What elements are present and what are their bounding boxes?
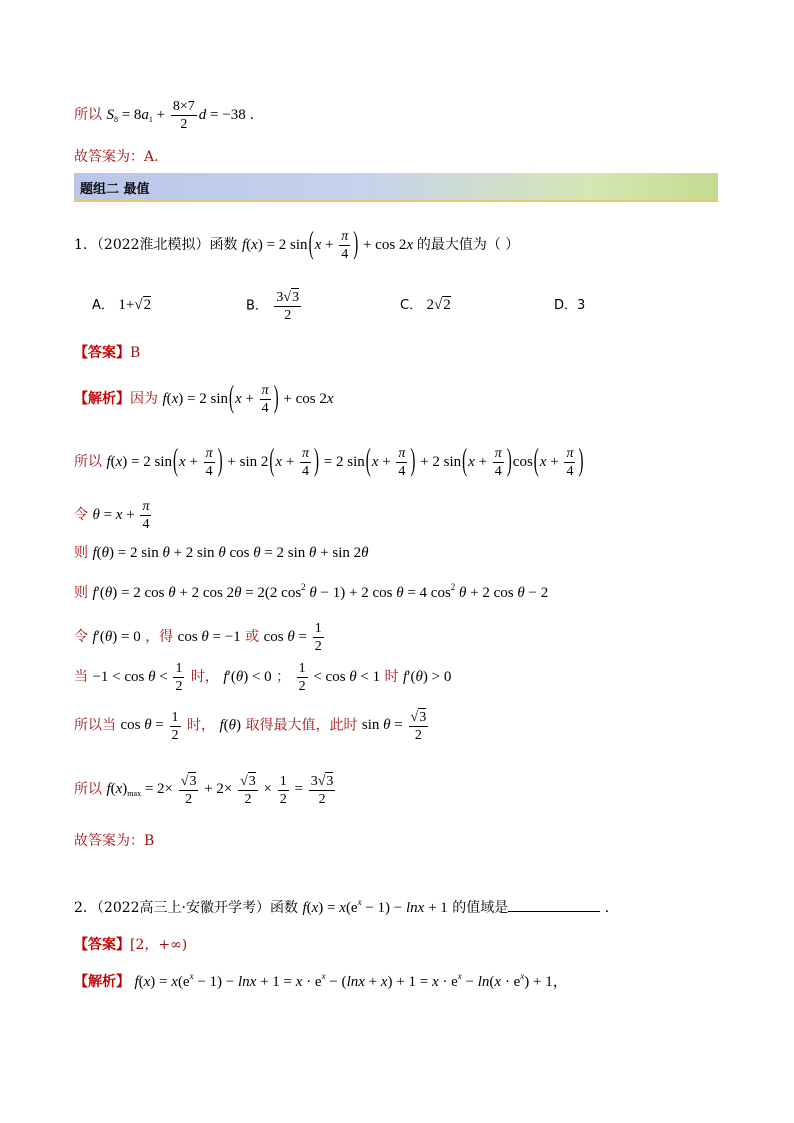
section-title: 题组二 最值: [80, 182, 150, 197]
answer-a: 故答案为：A.: [74, 149, 159, 165]
q2-answer: 【答案】[2，+∞): [74, 937, 188, 953]
q1-analysis-6: 令 f′(θ) = 0 ，得 cos θ = −1 或 cos θ = $\frac{1}{2}$: [74, 621, 322, 654]
q1-analysis-3: 令 θ = x + $\frac{\pi}{4}$: [74, 499, 150, 532]
q2-answer-value: [2，+∞): [130, 937, 188, 953]
option-d[interactable]: D．3: [554, 298, 586, 313]
answer-tag: 【答案】: [74, 345, 130, 361]
option-a[interactable]: A． 1+√2: [92, 297, 152, 313]
q1-analysis-7: 当 −1 < cos θ < $\frac{1}{2}$ 时， f′(θ) < 0 ； $\frac{1}{2}$ < cos θ < 1 时 f′(θ) > 0: [74, 661, 452, 694]
q2-suffix: 的值域是: [452, 900, 509, 916]
so-label: 所以: [74, 106, 102, 123]
q1-analysis-9: 所以 $f(x)_{max} = 2\times$ $\frac{√3}{2}$ + 2× $\frac{√3}{2}$ × $\frac{1}{2}$ = $\frac{3√3}{2}$: [74, 773, 334, 807]
analysis-tag: 【解析】: [74, 390, 130, 407]
answer-value: B: [130, 345, 141, 361]
q1-function: f(x) = 2 sin(x + $\frac{\pi}{4}$ ) + cos 2x: [242, 227, 414, 262]
q1-analysis-2: 所以 f(x) = 2 sin(x + $\frac{\pi}{4}$ ) + sin 2(x + $\frac{\pi}{4}$ ) = 2 sin(x + $\frac{\pi}{4}$ ) + 2 sin(x + $\frac{\pi}{4}$ )cos(x + $\frac{\pi}{4}$ ): [74, 444, 584, 479]
q1-stem: [74, 228, 519, 263]
option-c[interactable]: C． 2√2: [400, 297, 451, 313]
q1-analysis-4: 则 f(θ) = 2 sin θ + 2 sin θ cos θ = 2 sin θ + sin 2θ: [74, 545, 369, 561]
q1-analysis-5: 则 f′(θ) = 2 cos θ + 2 cos 2θ = 2(2 $\cos^2 \theta - 1) + 2$ cos θ = 4 $\cos^2 \theta + 2$ cos θ − 2: [74, 582, 549, 601]
q1-prefix: 1．（2022淮北模拟）函数: [74, 236, 238, 253]
q1-analysis-1: 【解析】因为 f(x) = 2 sin(x + $\frac{\pi}{4}$ ) + cos 2x: [74, 381, 334, 416]
option-b[interactable]: B． $\frac{3√3}{2}$: [246, 290, 300, 323]
q1-analysis-8: 所以当 cos θ = $\frac{1}{2}$ 时， f(θ) 取得最大值，此时 sin θ = $\frac{√3}{2}$: [74, 709, 427, 743]
q1-answer: [74, 342, 140, 362]
q1-suffix: 的最大值为（ ）: [416, 236, 520, 253]
sum-line: [74, 98, 254, 133]
q1-final: 故答案为：B: [74, 833, 155, 849]
answer-blank[interactable]: [508, 911, 600, 912]
sum-formula: $S_8 = 8a_1$ + $\frac{8\times 7}{2}$ d = −38: [106, 99, 250, 132]
period: .: [249, 106, 254, 123]
q2-prefix: 2．（2022高三上·安徽开学考）函数: [74, 900, 298, 916]
q2-stem: 2．（2022高三上·安徽开学考）函数 $f(x) = x(e^x - 1) - \ln x + 1$ 的值域是 ．: [74, 897, 619, 916]
q2-analysis: 【解析】 $f(x) = x(e^x - 1) - \ln x + 1 = x \cdot e^x - (\ln x + x) + 1 = x \cdot e^x - \ln(x \cdot e^x) + 1$，: [74, 971, 568, 990]
section-header: [74, 173, 718, 202]
